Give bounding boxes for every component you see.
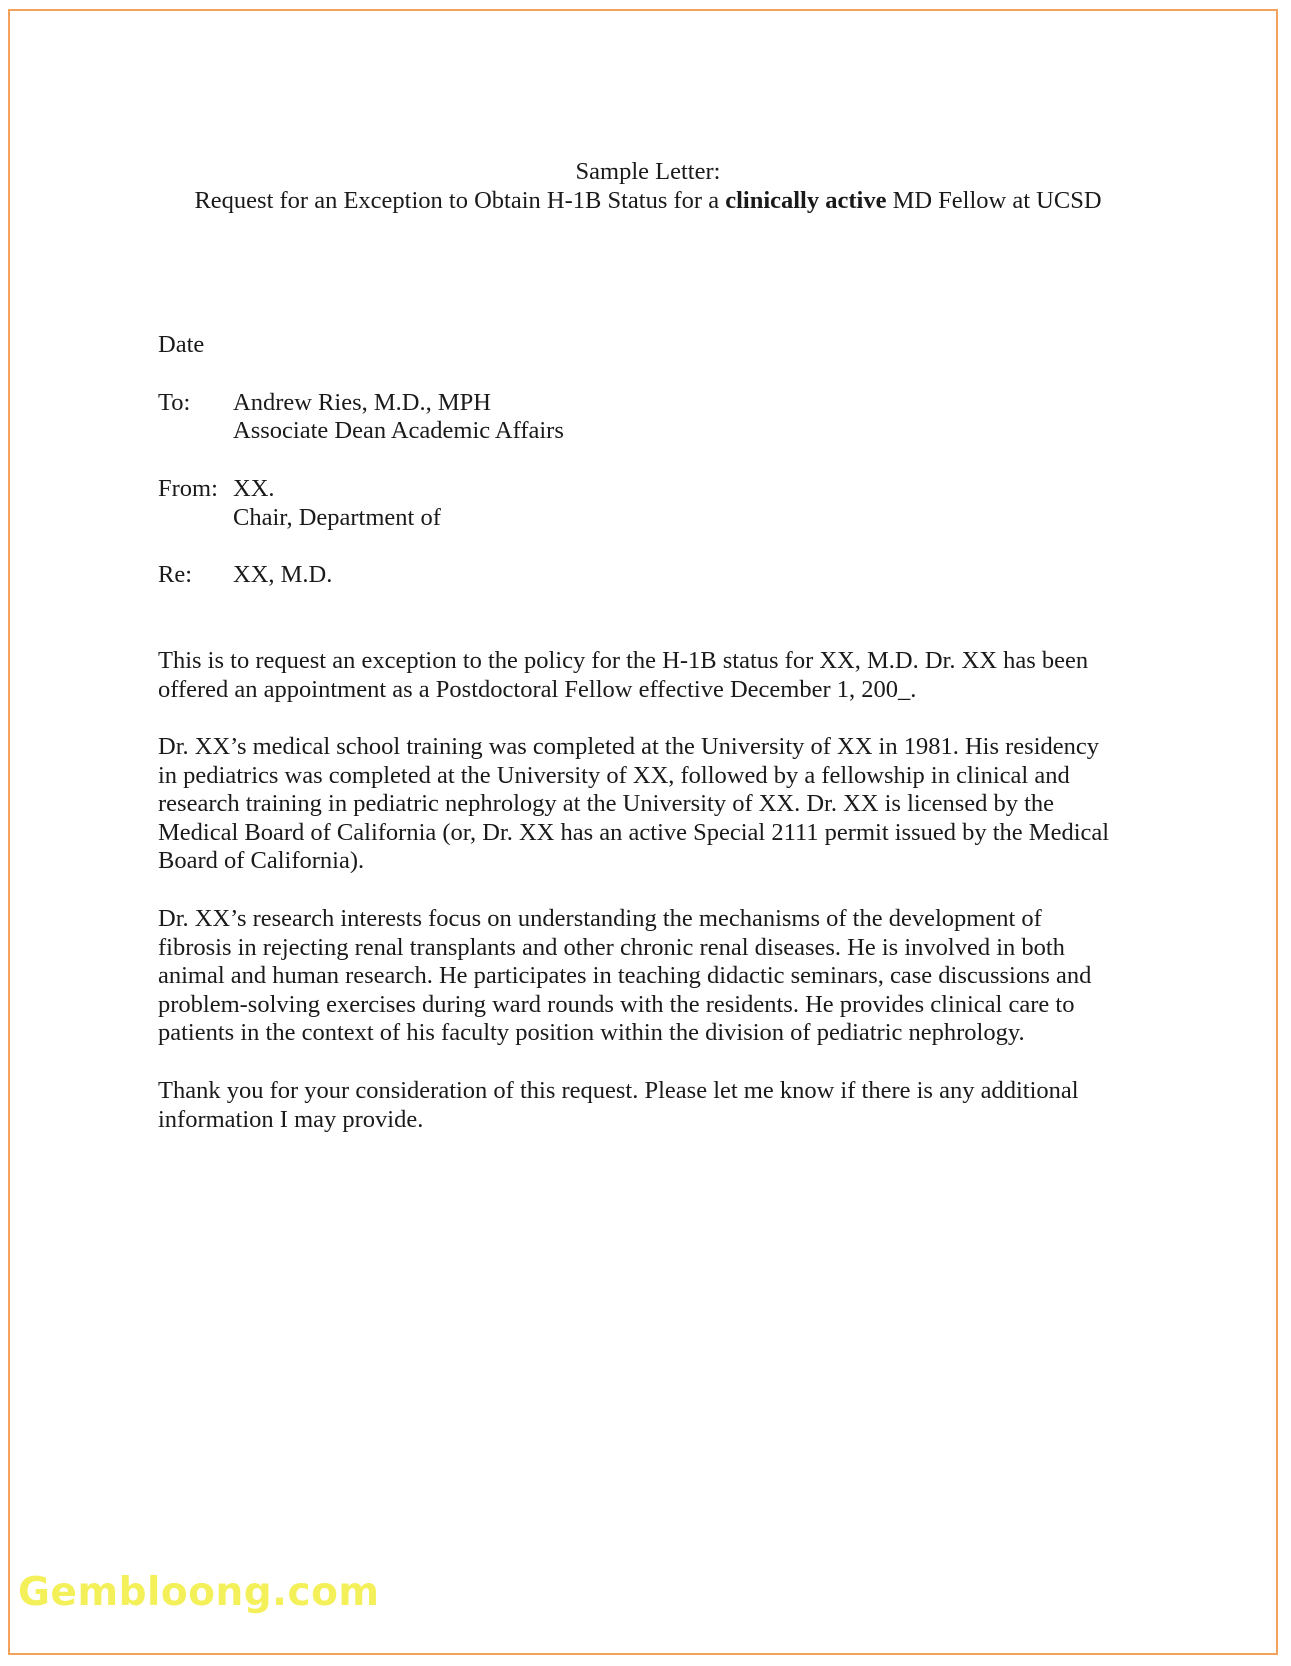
paragraph-line: offered an appointment as a Postdoctoral Fellow effective December 1, 200_. <box>158 675 917 703</box>
paragraph-line: research training in pediatric nephrology at the University of XX. Dr. XX is licensed by the <box>158 790 1055 818</box>
from-label: From: <box>158 475 218 502</box>
title-line-2-post: MD Fellow at UCSD <box>886 186 1102 214</box>
paragraph-2 <box>158 733 1148 876</box>
paragraph-line: information I may provide. <box>158 1105 424 1133</box>
title-line-2-pre: Request for an Exception to Obtain H-1B Status for a <box>194 186 726 214</box>
to-name: Andrew Ries, M.D., MPH <box>233 389 491 416</box>
paragraph-line: Medical Board of California (or, Dr. XX has an active Special 2111 permit issued by the Medical <box>158 818 1110 846</box>
date-label: Date <box>158 331 205 358</box>
paragraph-line: animal and human research. He participates in teaching didactic seminars, case discussions and <box>158 962 1092 990</box>
paragraph-1 <box>158 647 1148 704</box>
paragraph-3 <box>158 905 1148 1048</box>
watermark-logo: Gembloong.com <box>18 1570 380 1615</box>
paragraph-line: problem-solving exercises during ward rounds with the residents. He provides clinical care to <box>158 990 1075 1018</box>
paragraph-line: fibrosis in rejecting renal transplants and other chronic renal diseases. He is involved in both <box>158 933 1065 961</box>
paragraph-line: Dr. XX’s research interests focus on understanding the mechanisms of the development of <box>158 905 1042 932</box>
paragraph-line: patients in the context of his faculty position within the division of pediatric nephrology. <box>158 1019 1025 1047</box>
paragraph-line: Dr. XX’s medical school training was completed at the University of XX in 1981. His residency <box>158 733 1100 760</box>
paragraph-line: in pediatrics was completed at the University of XX, followed by a fellowship in clinical and <box>158 761 1070 789</box>
paragraph-4 <box>158 1077 1148 1134</box>
title-line-2 <box>158 187 1138 216</box>
paragraph-line: Thank you for your consideration of this request. Please let me know if there is any additional <box>158 1077 1079 1104</box>
from-name: XX. <box>233 475 275 502</box>
paragraph-line: This is to request an exception to the policy for the H-1B status for XX, M.D. Dr. XX has been <box>158 647 1089 674</box>
re-label: Re: <box>158 561 193 588</box>
title-line-2-bold: clinically active <box>725 186 887 214</box>
re-value: XX, M.D. <box>233 561 333 588</box>
to-position: Associate Dean Academic Affairs <box>233 417 564 444</box>
to-label: To: <box>158 389 191 416</box>
title-line-1: Sample Letter: <box>575 158 721 185</box>
letter-title <box>158 158 1138 215</box>
from-position: Chair, Department of <box>233 504 441 531</box>
paragraph-line: Board of California). <box>158 847 365 875</box>
